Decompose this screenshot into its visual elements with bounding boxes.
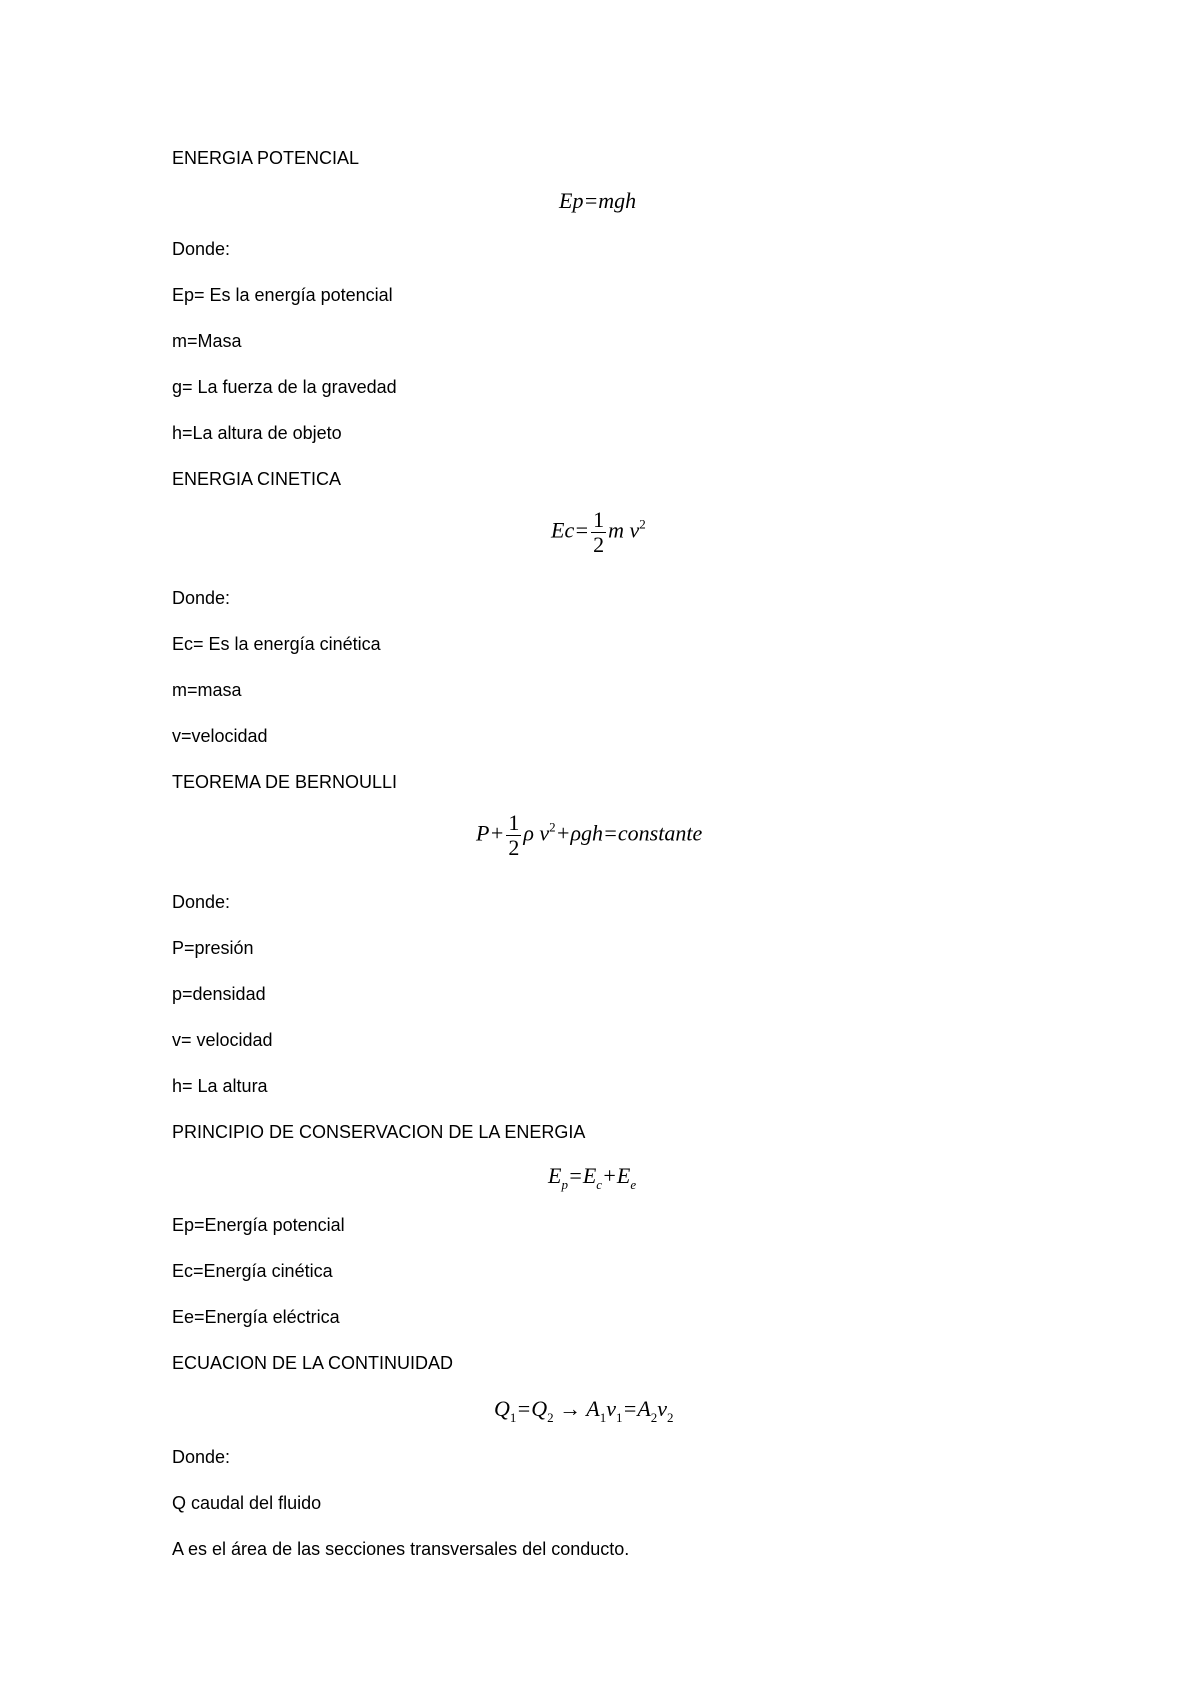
eq-term: v [657,1396,668,1421]
heading-ecuacion-continuidad: ECUACION DE LA CONTINUIDAD [172,1353,454,1373]
eq-operator: = [567,1163,583,1188]
eq-exponent: 2 [639,516,646,532]
eq-term: P [476,820,490,846]
definition-item: A es el área de las secciones transversales del conducto. [172,1539,630,1559]
eq-subscript: c [596,1177,603,1192]
eq-operator: = [516,1396,532,1421]
eq-term: E [582,1163,597,1188]
eq-term: v [606,1396,616,1421]
heading-energia-cinetica: ENERGIA CINETICA [172,469,342,489]
definition-item: Ec= Es la energía cinética [172,634,381,654]
fraction [506,811,521,860]
equation-continuidad [494,1396,674,1431]
donde-label: Donde: [172,239,231,259]
eq-subscript: 2 [667,1410,674,1425]
donde-label: Donde: [172,892,231,912]
definition-item: Ec=Energía cinética [172,1261,333,1281]
eq-arrow: → [559,1396,582,1421]
definition-item: m=Masa [172,331,242,351]
fraction-denominator: 2 [508,835,520,860]
eq-subscript: 1 [615,1410,623,1425]
heading-teorema-bernoulli: TEOREMA DE BERNOULLI [172,772,398,792]
definition-item: Ep= Es la energía potencial [172,285,393,305]
eq-term: Q [494,1396,510,1421]
definition-item: m=masa [172,680,242,700]
eq-operator: + [489,820,505,846]
eq-term: v [539,820,550,846]
eq-subscript: 1 [599,1410,607,1425]
eq-exponent: 2 [549,819,556,835]
equation-bernoulli [476,811,702,860]
definition-item: Ee=Energía eléctrica [172,1307,340,1327]
eq-term: m [608,517,624,543]
equation-energia-cinetica [551,508,646,557]
fraction-numerator: 1 [593,507,605,532]
heading-conservacion-energia: PRINCIPIO DE CONSERVACION DE LA ENERGIA [172,1122,586,1142]
heading-energia-potencial: ENERGIA POTENCIAL [172,148,360,168]
equation-conservacion [548,1163,636,1198]
definition-item: P=presión [172,938,254,958]
eq-subscript: p [561,1177,568,1192]
definition-item: p=densidad [172,984,266,1004]
definition-item: Ep=Energía potencial [172,1215,345,1235]
eq-term: v [629,517,640,543]
definition-item: g= La fuerza de la gravedad [172,377,397,397]
eq-term: A [586,1396,600,1421]
eq-subscript: 2 [650,1410,658,1425]
eq-subscript: e [630,1177,637,1192]
definition-item: v=velocidad [172,726,268,746]
eq-term: ρ [523,820,534,846]
eq-operator: = [622,1396,638,1421]
fraction-numerator: 1 [508,810,520,835]
eq-term: E [616,1163,631,1188]
donde-label: Donde: [172,1447,231,1467]
eq-term: E [548,1163,562,1188]
eq-operator: + [602,1163,617,1188]
eq-term: A [637,1396,651,1421]
donde-label: Donde: [172,588,231,608]
definition-item: Q caudal del fluido [172,1493,322,1513]
definition-item: h= La altura [172,1076,268,1096]
eq-subscript: 1 [509,1410,517,1425]
eq-operator: = [574,517,590,543]
fraction-denominator: 2 [593,532,605,557]
definition-item: h=La altura de objeto [172,423,342,443]
definition-item: v= velocidad [172,1030,273,1050]
eq-term: Q [531,1396,548,1421]
eq-subscript: 2 [547,1410,554,1425]
eq-term: Ec [551,517,575,543]
fraction [591,508,606,557]
equation-energia-potencial: Ep=mgh [559,188,637,213]
eq-term: +ρgh=constante [555,820,703,846]
